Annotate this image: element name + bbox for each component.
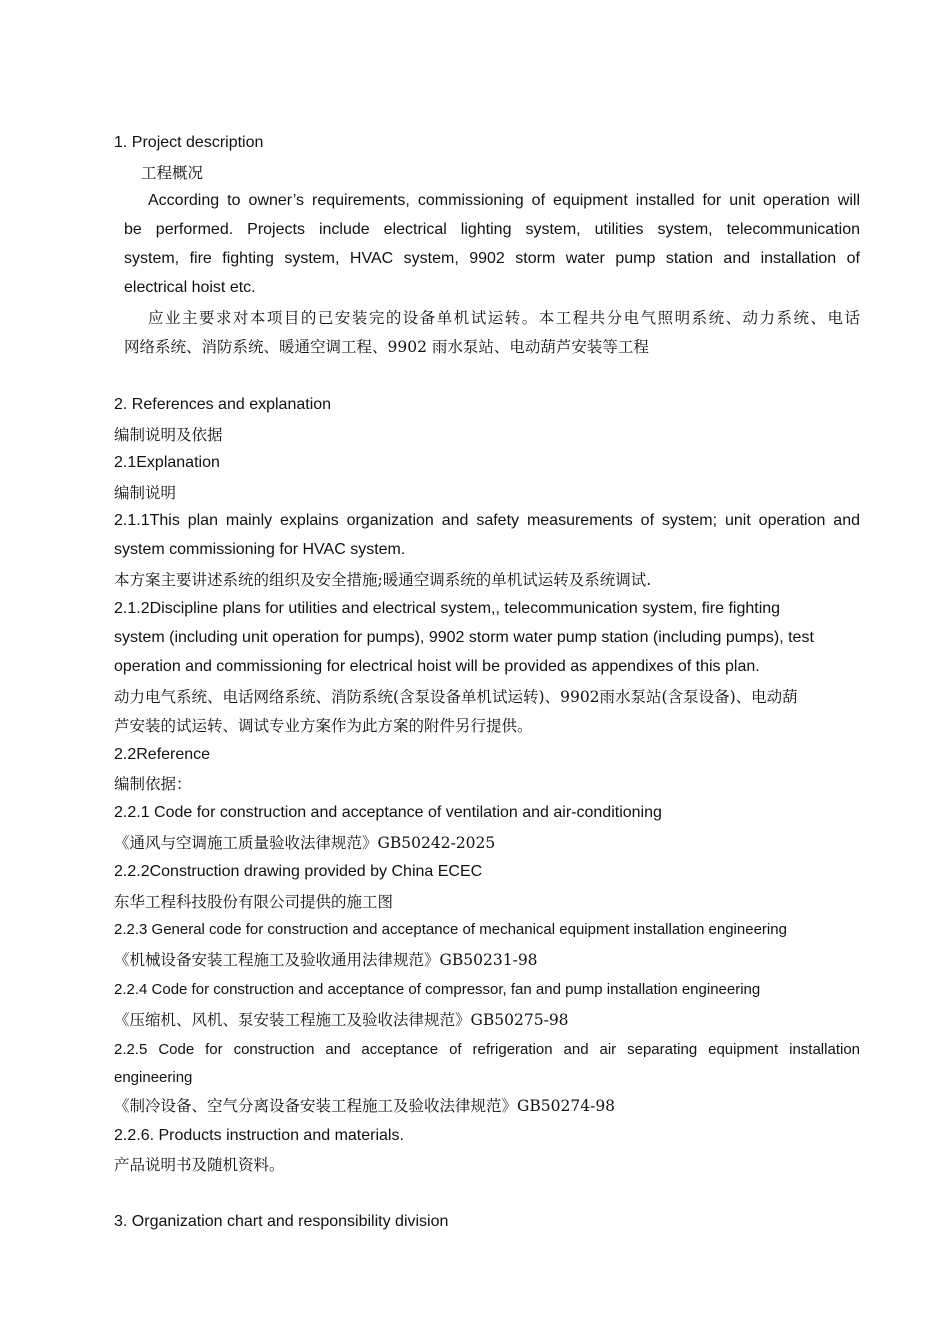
item-2-2-2-zh: 东华工程科技股份有限公司提供的施工图 (114, 893, 394, 911)
section-2-heading-zh: 编制说明及依据 (114, 426, 223, 444)
item-2-1-2-line: 2.1.2Discipline plans for utilities and electrical system,, telecommunication system, fire fighting (114, 600, 781, 617)
section-1-paragraph-en-line: electrical hoist etc. (124, 279, 256, 296)
item-2-2-4: 2.2.4 Code for construction and acceptance of compressor, fan and pump installation engineering (114, 981, 761, 998)
section-2-heading: 2. References and explanation (114, 396, 332, 413)
item-2-1-2-line: operation and commissioning for electrical hoist will be provided as appendixes of this plan. (114, 658, 760, 675)
section-1-heading-zh: 工程概况 (141, 164, 204, 182)
item-2-1-2-zh-line: 动力电气系统、电话网络系统、消防系统(含泵设备单机试运转)、9902雨水泵站(含泵设备)、电动葫 (114, 688, 798, 706)
item-2-1-1-line: 2.1.1This plan mainly explains organization and safety measurements of system; unit operation and (114, 512, 860, 529)
section-1-paragraph-zh-line: 应业主要求对本项目的已安装完的设备单机试运转。本工程共分电气照明系统、动力系统、电话 (148, 309, 860, 327)
item-2-1-1-zh: 本方案主要讲述系统的组织及安全措施;暖通空调系统的单机试运转及系统调试. (114, 571, 652, 589)
item-2-2-2: 2.2.2Construction drawing provided by China ECEC (114, 863, 483, 880)
section-1-paragraph-zh-line: 网络系统、消防系统、暖通空调工程、9902 雨水泵站、电动葫芦安装等工程 (124, 338, 649, 356)
subsection-2-2-heading: 2.2Reference (114, 746, 211, 763)
subsection-2-2-heading-zh: 编制依据： (114, 775, 192, 793)
subsection-2-1-heading-zh: 编制说明 (114, 484, 177, 502)
item-2-1-1-line: system commissioning for HVAC system. (114, 541, 406, 558)
section-1-paragraph-en-line: system, fire fighting system, HVAC system, 9902 storm water pump station and installation of (124, 250, 860, 267)
section-1-heading: 1. Project description (114, 134, 264, 151)
item-2-2-1-zh: 《通风与空调施工质量验收法律规范》GB50242-2025 (114, 834, 496, 852)
subsection-2-1-heading: 2.1Explanation (114, 454, 220, 471)
section-1-paragraph-en-line: According to owner’s requirements, commissioning of equipment installed for unit operation will (148, 192, 860, 209)
item-2-2-5-line: 2.2.5 Code for construction and acceptance of refrigeration and air separating equipment installation (114, 1041, 860, 1058)
item-2-2-5-line: engineering (114, 1069, 193, 1086)
item-2-2-6-zh: 产品说明书及随机资料。 (114, 1156, 285, 1174)
item-2-1-2-line: system (including unit operation for pumps), 9902 storm water pump station (including pumps), test (114, 629, 814, 646)
item-2-2-6: 2.2.6. Products instruction and materials. (114, 1127, 404, 1144)
section-3-heading: 3. Organization chart and responsibility division (114, 1213, 449, 1230)
item-2-2-1: 2.2.1 Code for construction and acceptance of ventilation and air-conditioning (114, 804, 662, 821)
item-2-2-3-zh: 《机械设备安装工程施工及验收通用法律规范》GB50231-98 (114, 951, 538, 969)
section-1-paragraph-en-line: be performed. Projects include electrical lighting system, utilities system, telecommunication (124, 221, 860, 238)
item-2-2-5-zh: 《制冷设备、空气分离设备安装工程施工及验收法律规范》GB50274-98 (114, 1097, 616, 1115)
item-2-2-3: 2.2.3 General code for construction and acceptance of mechanical equipment installation engineering (114, 921, 787, 938)
item-2-2-4-zh: 《压缩机、风机、泵安装工程施工及验收法律规范》GB50275-98 (114, 1011, 569, 1029)
item-2-1-2-zh-line: 芦安装的试运转、调试专业方案作为此方案的附件另行提供。 (114, 717, 533, 735)
